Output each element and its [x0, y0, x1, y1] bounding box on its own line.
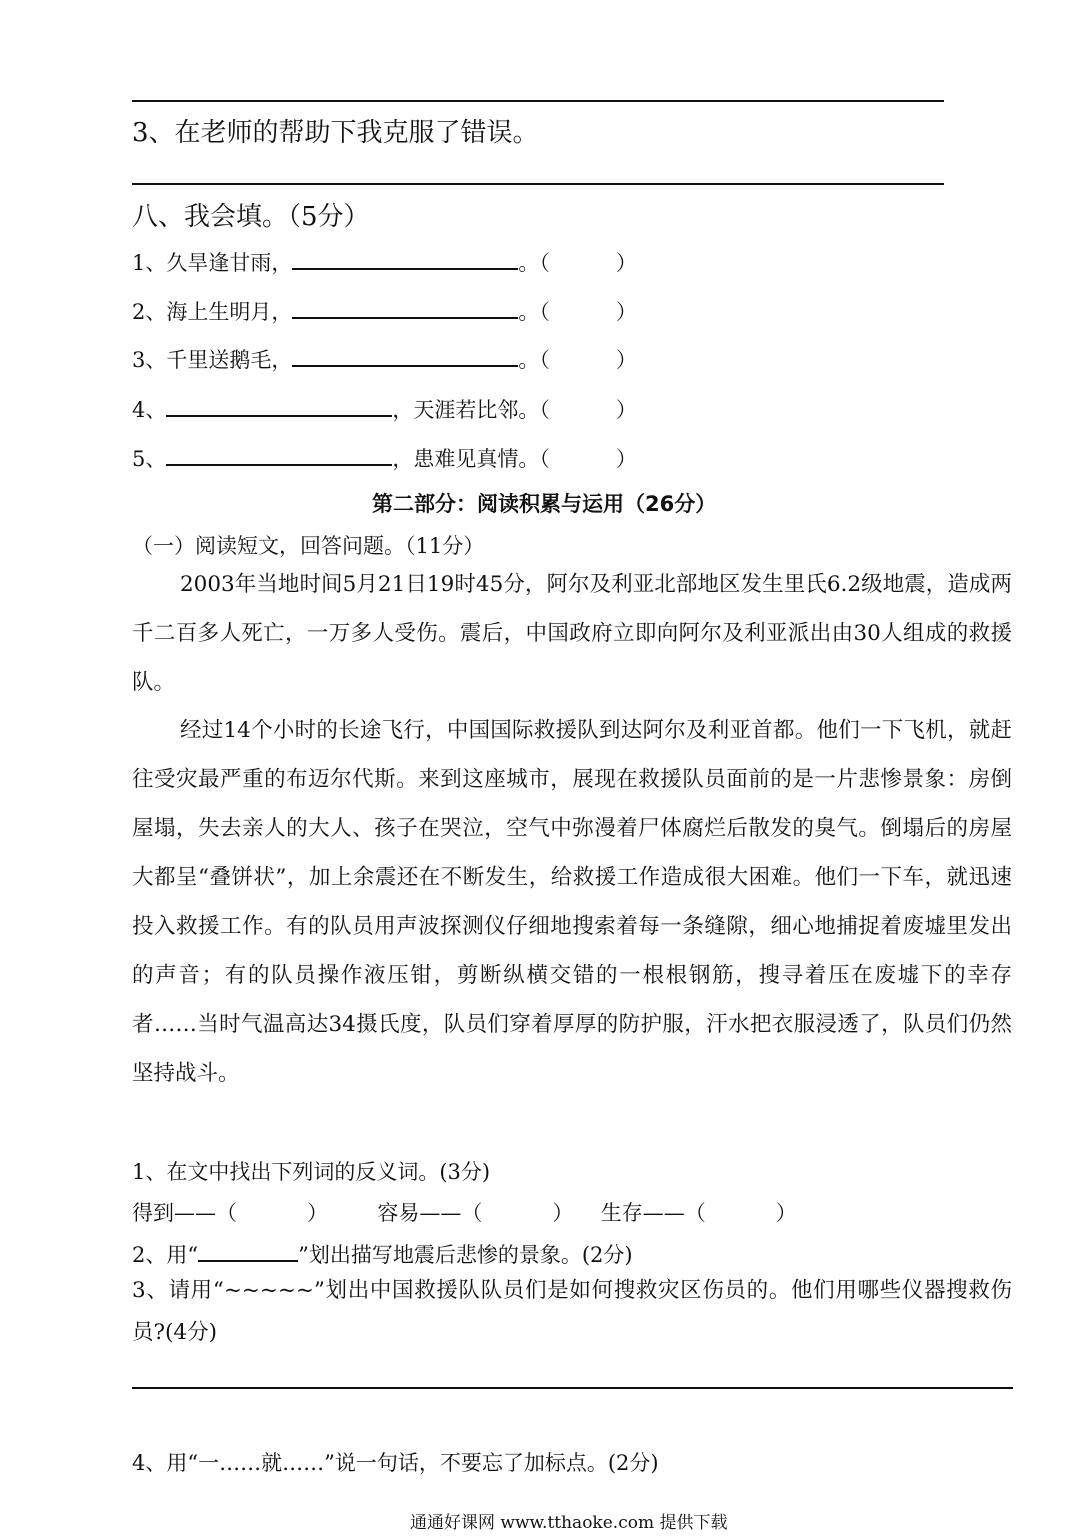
answer-line	[132, 183, 944, 185]
antonym-row: 得到——（ ） 容易——（ ） 生存——（ ）	[132, 1201, 797, 1225]
fill-item-2: 2、海上生明月， 。（ ）	[132, 293, 637, 326]
answer-line	[132, 100, 944, 102]
fill-blank[interactable]	[166, 440, 392, 466]
question-1: 1、在文中找出下列词的反义词。(3分)	[132, 1160, 491, 1184]
passage-paragraph-2: 经过14个小时的长途飞行，中国国际救援队到达阿尔及利亚首都。他们一下飞机，就赶往受灾最严重的布迈尔代斯。来到这座城市，展现在救援队员面前的是一片悲惨景象：房倒屋塌，失去亲人的大人、孩子在哭泣，空气中弥漫着尸体腐烂后散发的臭气。倒塌后的房屋大都呈“叠饼状”，加上余震还在不断发生，给救援工作造成很大困难。他们一下车，就迅速投入救援工作。有的队员用声波探测仪仔细地搜索着每一条缝隙，细心地捕捉着废墟里发出的声音；有的队员操作液压钳，剪断纵横交错的一根根钢筋，搜寻着压在废墟下的幸存者……当时气温高达34摄氏度，队员们穿着厚厚的防护服，汗水把衣服浸透了，队员们仍然坚持战斗。	[132, 718, 1012, 1086]
fill-item-5: 5、 ，患难见真情。（ ）	[132, 440, 637, 473]
question-7-3: 3、在老师的帮助下我克服了错误。	[132, 118, 539, 148]
question-2: 2、用“ ”划出描写地震后悲惨的景象。(2分)	[132, 1238, 633, 1269]
fill-blank[interactable]	[166, 391, 392, 417]
fill-item-3: 3、千里送鹅毛， 。（ ）	[132, 341, 637, 374]
question-3: 3、请用“~~~~~”划出中国救援队队员们是如何搜救灾区伤员的。他们用哪些仪器搜救伤员?(4分)	[132, 1278, 1012, 1345]
fill-item-1: 1、久旱逢甘雨， 。（ ）	[132, 244, 637, 277]
reading-subheading: （一）阅读短文，回答问题。（11分）	[132, 534, 485, 558]
part-2-title: 第二部分：阅读积累与运用（26分）	[372, 492, 717, 516]
fill-item-4: 4、 ，天涯若比邻。（ ）	[132, 391, 637, 424]
question-4: 4、用“一……就……”说一句话，不要忘了加标点。(2分)	[132, 1451, 659, 1475]
underline-sample	[198, 1238, 298, 1262]
section-8-heading: 八、我会填。（5分）	[132, 202, 370, 232]
fill-blank[interactable]	[292, 244, 518, 270]
footer: 通通好课网 www.tthaoke.com 提供下载	[410, 1513, 728, 1533]
passage-paragraph-1: 2003年当地时间5月21日19时45分，阿尔及利亚北部地区发生里氏6.2级地震，造成两千二百多人死亡，一万多人受伤。震后，中国政府立即向阿尔及利亚派出由30人组成的救援队。	[132, 572, 1012, 695]
fill-blank[interactable]	[292, 293, 518, 319]
answer-line	[132, 1387, 1013, 1389]
fill-blank[interactable]	[292, 341, 518, 367]
